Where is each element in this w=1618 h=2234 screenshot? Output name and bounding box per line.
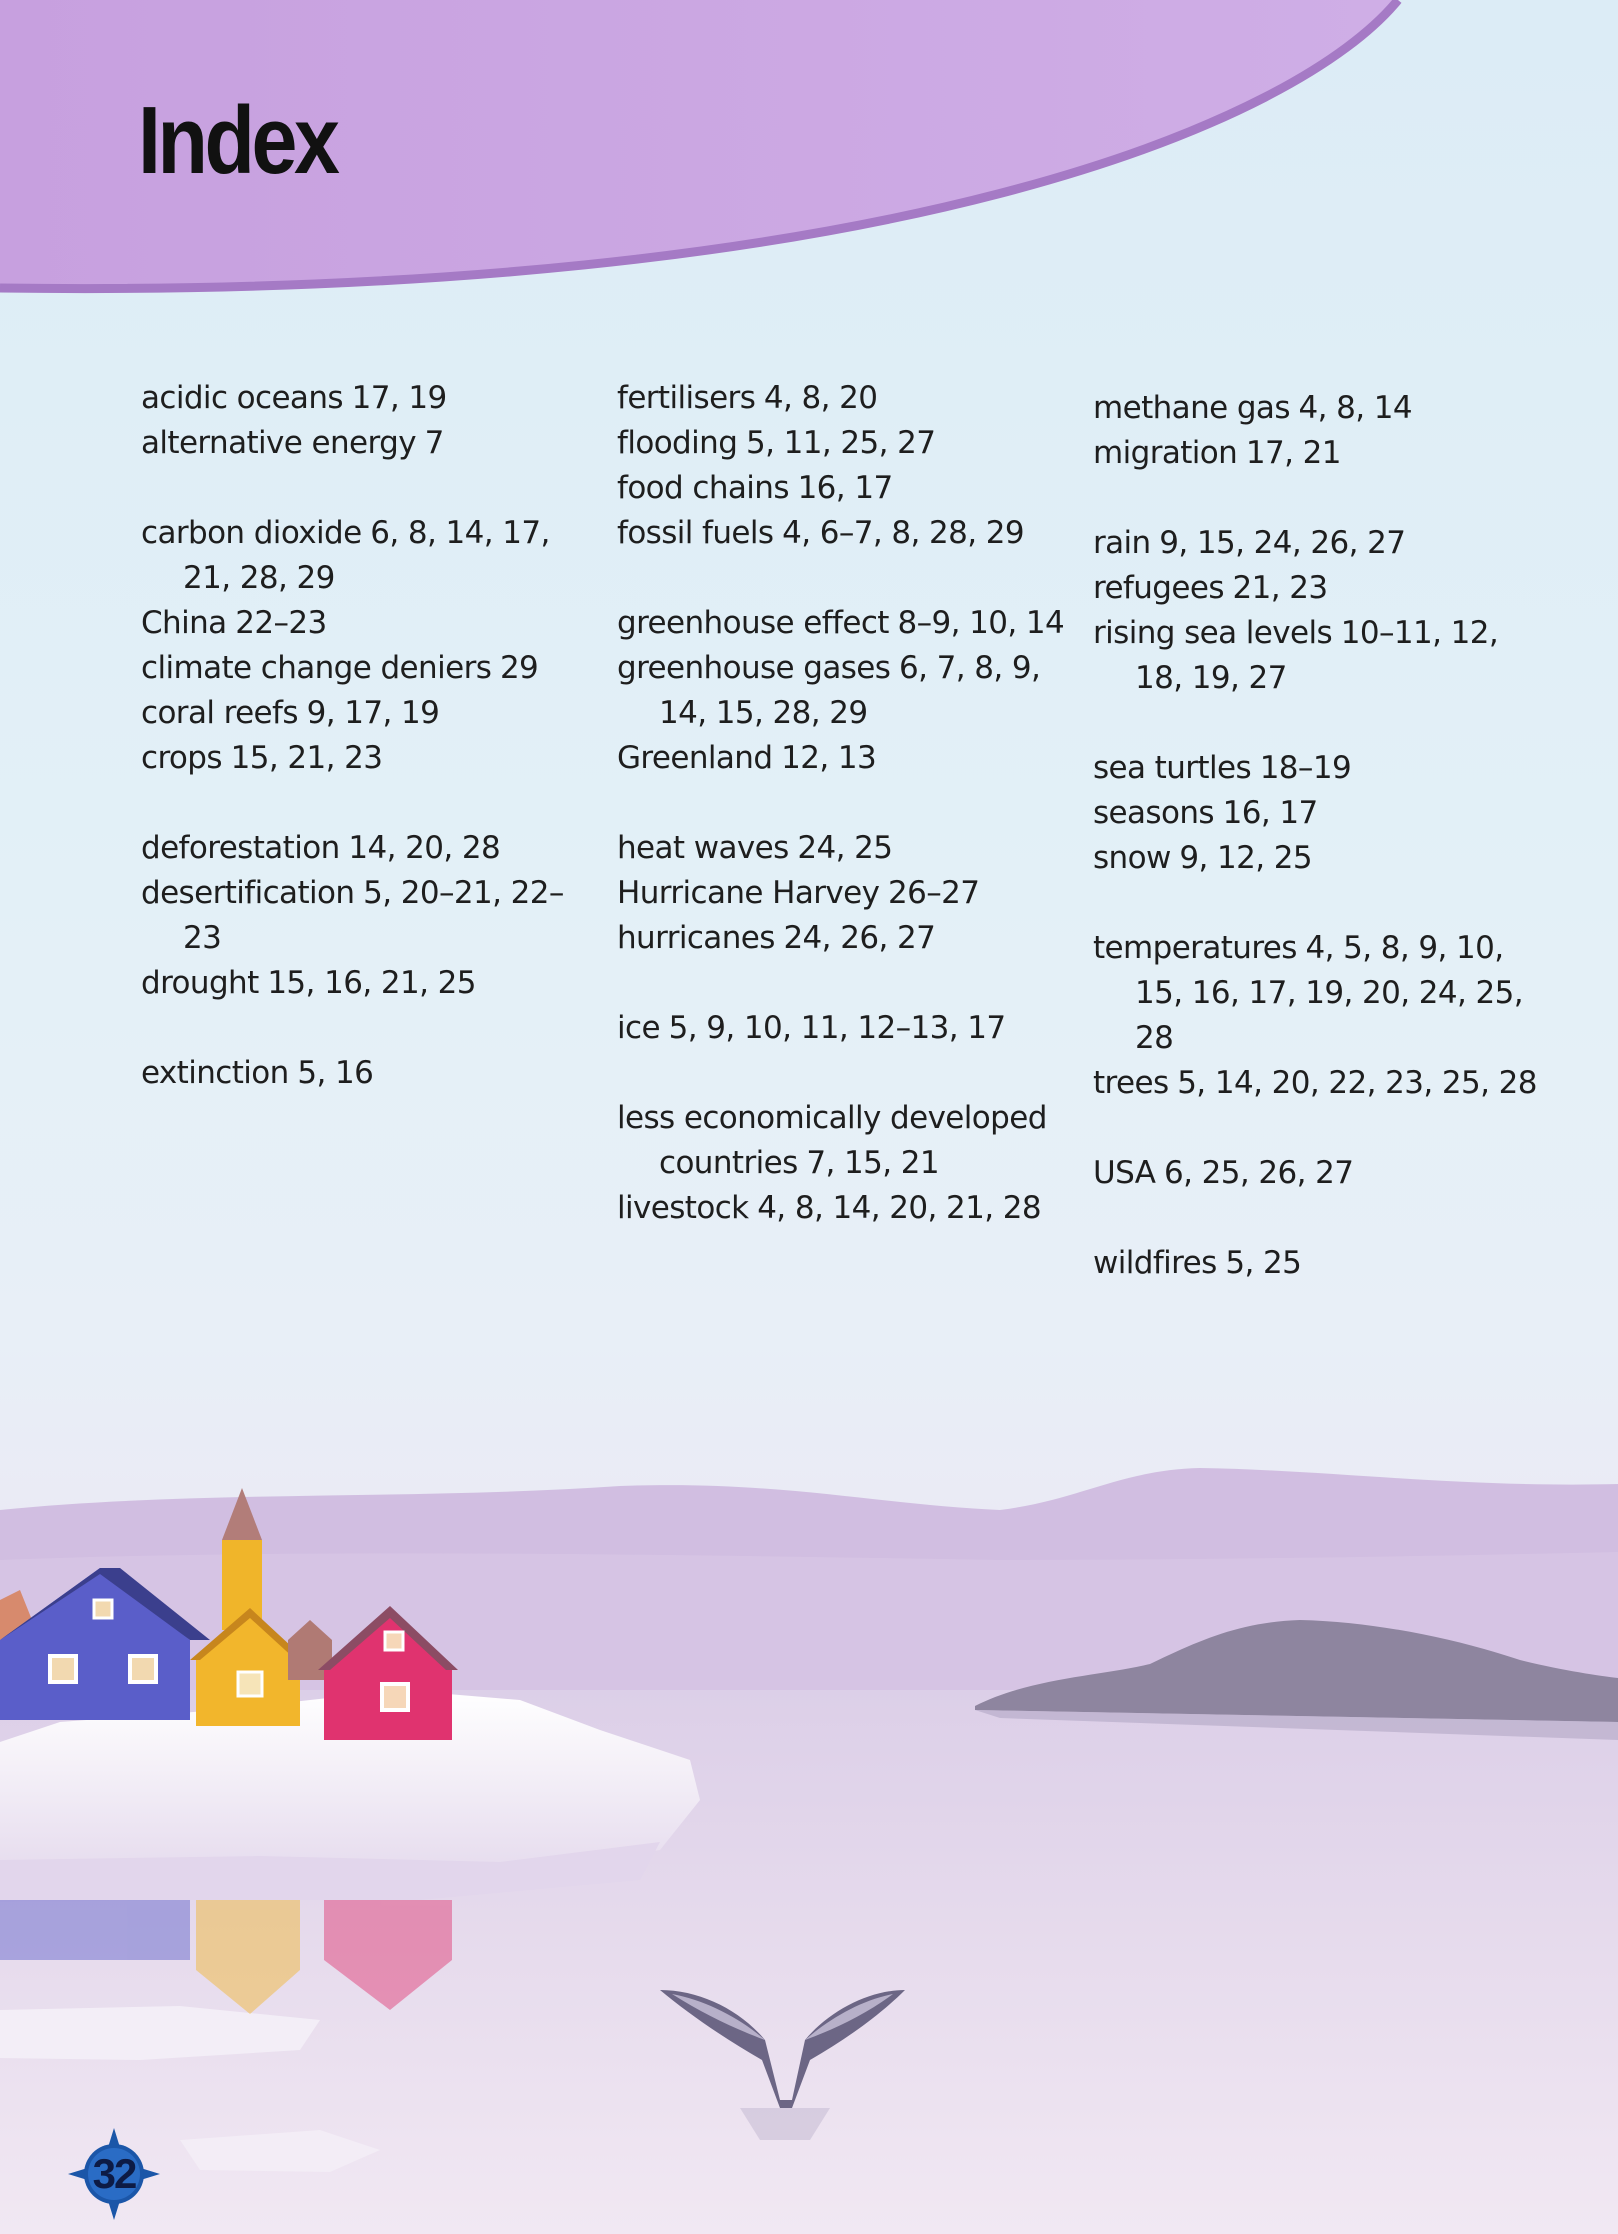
index-page-refs: 5, 14, 20, 22, 23, 25, 28 [1177,1065,1537,1101]
index-page-refs: 16, 17 [1222,795,1318,831]
index-page-refs: 4, 5, 8, 9, 10, 15, 16, 17, 19, 20, 24, 25, 28 [1135,930,1524,1056]
index-entry [141,736,601,781]
index-entry [617,511,1077,556]
index-term: flooding [617,425,738,461]
index-page-refs: 10–11, 12, 18, 19, 27 [1135,615,1499,696]
index-term: seasons [1093,795,1214,831]
index-term: climate change deniers [141,650,492,686]
index-page-refs: 17, 19 [351,380,447,416]
index-entry [1093,1241,1553,1286]
index-entry [617,421,1077,466]
index-entry [1093,746,1553,791]
index-term: wildfires [1093,1245,1217,1281]
index-term: desertification [141,875,355,911]
index-letter-group [1093,746,1553,881]
index-term: extinction [141,1055,289,1091]
index-page-refs: 21, 23 [1232,570,1328,606]
index-entry [617,1006,1077,1051]
index-column-1 [141,376,601,1141]
index-entry [141,646,601,691]
index-letter-group [141,826,601,1006]
index-entry [617,466,1077,511]
index-entry [1093,611,1553,701]
index-term: greenhouse gases [617,650,891,686]
index-page-refs: 5, 25 [1225,1245,1302,1281]
index-page-refs: 15, 21, 23 [230,740,383,776]
index-column-2 [617,376,1077,1276]
index-entry [1093,386,1553,431]
index-letter-group [141,1051,601,1096]
index-entry [617,916,1077,961]
index-letter-group [617,1006,1077,1051]
index-page-refs: 4, 6–7, 8, 28, 29 [782,515,1025,551]
index-page-refs: 5, 20–21, 22–23 [183,875,564,956]
index-entry [617,646,1077,736]
index-letter-group [617,601,1077,781]
index-page-refs: 5, 16 [297,1055,374,1091]
index-term: Greenland [617,740,773,776]
index-entry [141,511,601,601]
index-column-3 [1093,386,1553,1331]
index-page-refs: 17, 21 [1245,435,1341,471]
index-term: coral reefs [141,695,298,731]
index-entry [617,376,1077,421]
index-term: fossil fuels [617,515,774,551]
index-term: methane gas [1093,390,1290,426]
index-page-refs: 14, 20, 28 [348,830,501,866]
index-letter-group [1093,1241,1553,1286]
index-page-refs: 4, 8, 14, 20, 21, 28 [757,1190,1041,1226]
page-number: 32 [92,2150,136,2197]
index-page-refs: 12, 13 [781,740,877,776]
index-term: sea turtles [1093,750,1252,786]
page-number-badge [64,2124,164,2224]
index-term: temperatures [1093,930,1297,966]
index-entry [617,871,1077,916]
index-page-refs: 18–19 [1259,750,1352,786]
index-entry [141,691,601,736]
index-page-refs: 7 [424,425,444,461]
index-term: livestock [617,1190,749,1226]
index-letter-group [141,511,601,781]
index-term: greenhouse effect [617,605,889,641]
index-term: rain [1093,525,1151,561]
index-term: alternative energy [141,425,416,461]
index-page-refs: 9, 12, 25 [1179,840,1313,876]
arctic-town-illustration [0,1440,1618,2234]
index-entry [141,871,601,961]
index-term: deforestation [141,830,340,866]
index-entry [1093,1061,1553,1106]
index-letter-group [1093,386,1553,476]
index-letter-group [617,826,1077,961]
index-letter-group [617,1096,1077,1231]
index-page-refs: 26–27 [888,875,980,911]
index-page-refs: 15, 16, 21, 25 [267,965,476,1001]
index-letter-group [1093,926,1553,1106]
index-term: refugees [1093,570,1224,606]
index-page-refs: 4, 8, 14 [1298,390,1413,426]
index-entry [141,826,601,871]
index-term: food chains [617,470,789,506]
index-entry [141,376,601,421]
index-term: migration [1093,435,1238,471]
index-term: heat waves [617,830,789,866]
index-entry [617,826,1077,871]
page-title: Index [138,87,337,194]
index-entry [141,1051,601,1096]
index-term: rising sea levels [1093,615,1333,651]
index-term: carbon dioxide [141,515,362,551]
index-entry [1093,566,1553,611]
index-entry [1093,521,1553,566]
index-term: less economically developed countries [617,1100,1047,1181]
index-page-refs: 9, 17, 19 [306,695,440,731]
index-term: fertilisers [617,380,756,416]
index-term: snow [1093,840,1171,876]
index-letter-group [617,376,1077,556]
index-page-refs: 16, 17 [797,470,893,506]
index-entry [1093,836,1553,881]
index-entry [617,601,1077,646]
index-entry [1093,926,1553,1061]
index-entry [1093,1151,1553,1196]
index-term: Hurricane Harvey [617,875,880,911]
index-page-refs: 22–23 [235,605,327,641]
index-entry [617,1186,1077,1231]
index-page-refs: 6, 8, 14, 17, 21, 28, 29 [183,515,550,596]
index-page-refs: 6, 7, 8, 9, 14, 15, 28, 29 [659,650,1041,731]
index-entry [1093,791,1553,836]
index-page-refs: 5, 11, 25, 27 [745,425,936,461]
index-term: trees [1093,1065,1169,1101]
index-page-refs: 4, 8, 20 [763,380,878,416]
index-term: USA [1093,1155,1156,1191]
index-entry [141,601,601,646]
index-page-refs: 24, 26, 27 [783,920,936,956]
index-letter-group [141,376,601,466]
index-entry [617,1096,1077,1186]
index-term: acidic oceans [141,380,343,416]
index-term: ice [617,1010,660,1046]
index-term: hurricanes [617,920,775,956]
index-page-refs: 6, 25, 26, 27 [1164,1155,1354,1191]
index-entry [141,421,601,466]
index-page-refs: 7, 15, 21 [806,1145,939,1181]
index-entry [141,961,601,1006]
index-page-refs: 9, 15, 24, 26, 27 [1159,525,1406,561]
index-entry [1093,431,1553,476]
index-page-refs: 5, 9, 10, 11, 12–13, 17 [668,1010,1006,1046]
index-page-refs: 24, 25 [797,830,893,866]
index-entry [617,736,1077,781]
index-term: drought [141,965,259,1001]
index-page-refs: 29 [499,650,539,686]
index-letter-group [1093,1151,1553,1196]
index-term: China [141,605,227,641]
index-page-refs: 8–9, 10, 14 [897,605,1065,641]
index-term: crops [141,740,222,776]
index-letter-group [1093,521,1553,701]
